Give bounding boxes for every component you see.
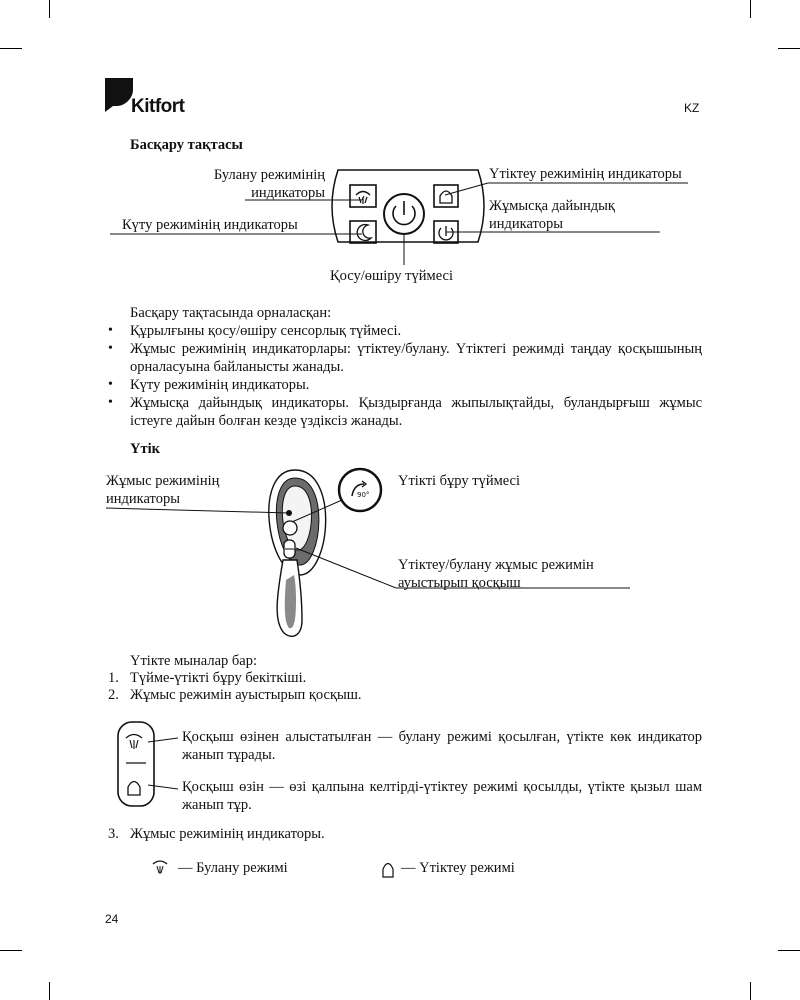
bullet-icon: • (108, 323, 113, 338)
bullet-text: Жұмысқа дайындық индикаторы. Қыздырғанда жыпылықтайды, буландырғыш жұмыс істеуге дайын болған кезде үздіксіз жанады. (130, 395, 702, 429)
label-steam-mode-indicator: Булану режимінің индикаторы (213, 167, 325, 201)
list-item: Түйме-үтікті бұру бекіткіші. (130, 670, 307, 686)
label-iron-mode-indicator: Үтіктеу режимінің индикаторы (489, 166, 682, 182)
switch-desc-iron: Қосқыш өзін — өзі қалпына келтірді-үтіктеу режимі қосылды, үтікте қызыл шам жанып тұр. (182, 779, 702, 813)
crop-mark (0, 950, 22, 951)
svg-text:90°: 90° (357, 491, 370, 499)
list-number: 1. (108, 670, 119, 686)
page-number: 24 (105, 912, 119, 926)
crop-mark (778, 950, 800, 951)
iron-intro: Үтікте мыналар бар: (130, 653, 257, 669)
bullet-icon: • (108, 377, 113, 392)
list-item: Жұмыс режимінің индикаторы. (130, 826, 325, 842)
brand-name: Kitfort (131, 96, 185, 117)
label-steam-button: Үтікті бұру түймесі (398, 473, 521, 489)
crop-mark (750, 982, 751, 1000)
bullet-text: Құрылғыны қосу/өшіру сенсорлық түймесі. (130, 323, 402, 339)
language-code: KZ (684, 101, 700, 115)
label-standby-indicator: Күту режимінің индикаторы (122, 217, 298, 233)
label-work-mode-indicator: Жұмыс режимінің индикаторы (106, 473, 220, 507)
bullet-text: Күту режимінің индикаторы. (130, 377, 310, 393)
list-number: 2. (108, 687, 119, 703)
section-title-iron: Үтік (130, 441, 160, 457)
label-power-button: Қосу/өшіру түймесі (330, 268, 453, 284)
section-title-control-panel: Басқару тақтасы (130, 137, 243, 153)
switch-desc-steam: Қосқыш өзінен алыстатылған — булану режимі қосылған, үтікте көк индикатор жанып тұрады. (182, 729, 702, 763)
legend-iron-mode: — Үтіктеу режимі (401, 860, 515, 876)
label-ready-indicator: Жұмысқа дайындық индикаторы (489, 198, 615, 232)
label-mode-switch: Үтіктеу/булану жұмыс режимін ауыстырып қосқыш (398, 557, 594, 591)
crop-mark (49, 982, 50, 1000)
bullet-icon: • (108, 395, 113, 410)
list-number: 3. (108, 826, 119, 842)
list-item: Жұмыс режимін ауыстырып қосқыш. (130, 687, 362, 703)
bullet-icon: • (108, 341, 113, 356)
legend-steam-mode: — Булану режимі (178, 860, 288, 876)
bullet-text: Жұмыс режимінің индикаторлары: үтіктеу/булану. Үтіктегі режимді таңдау қосқышының орналасуына байланысты жанады. (130, 341, 702, 375)
control-panel-intro: Басқару тақтасында орналасқан: (130, 305, 332, 321)
